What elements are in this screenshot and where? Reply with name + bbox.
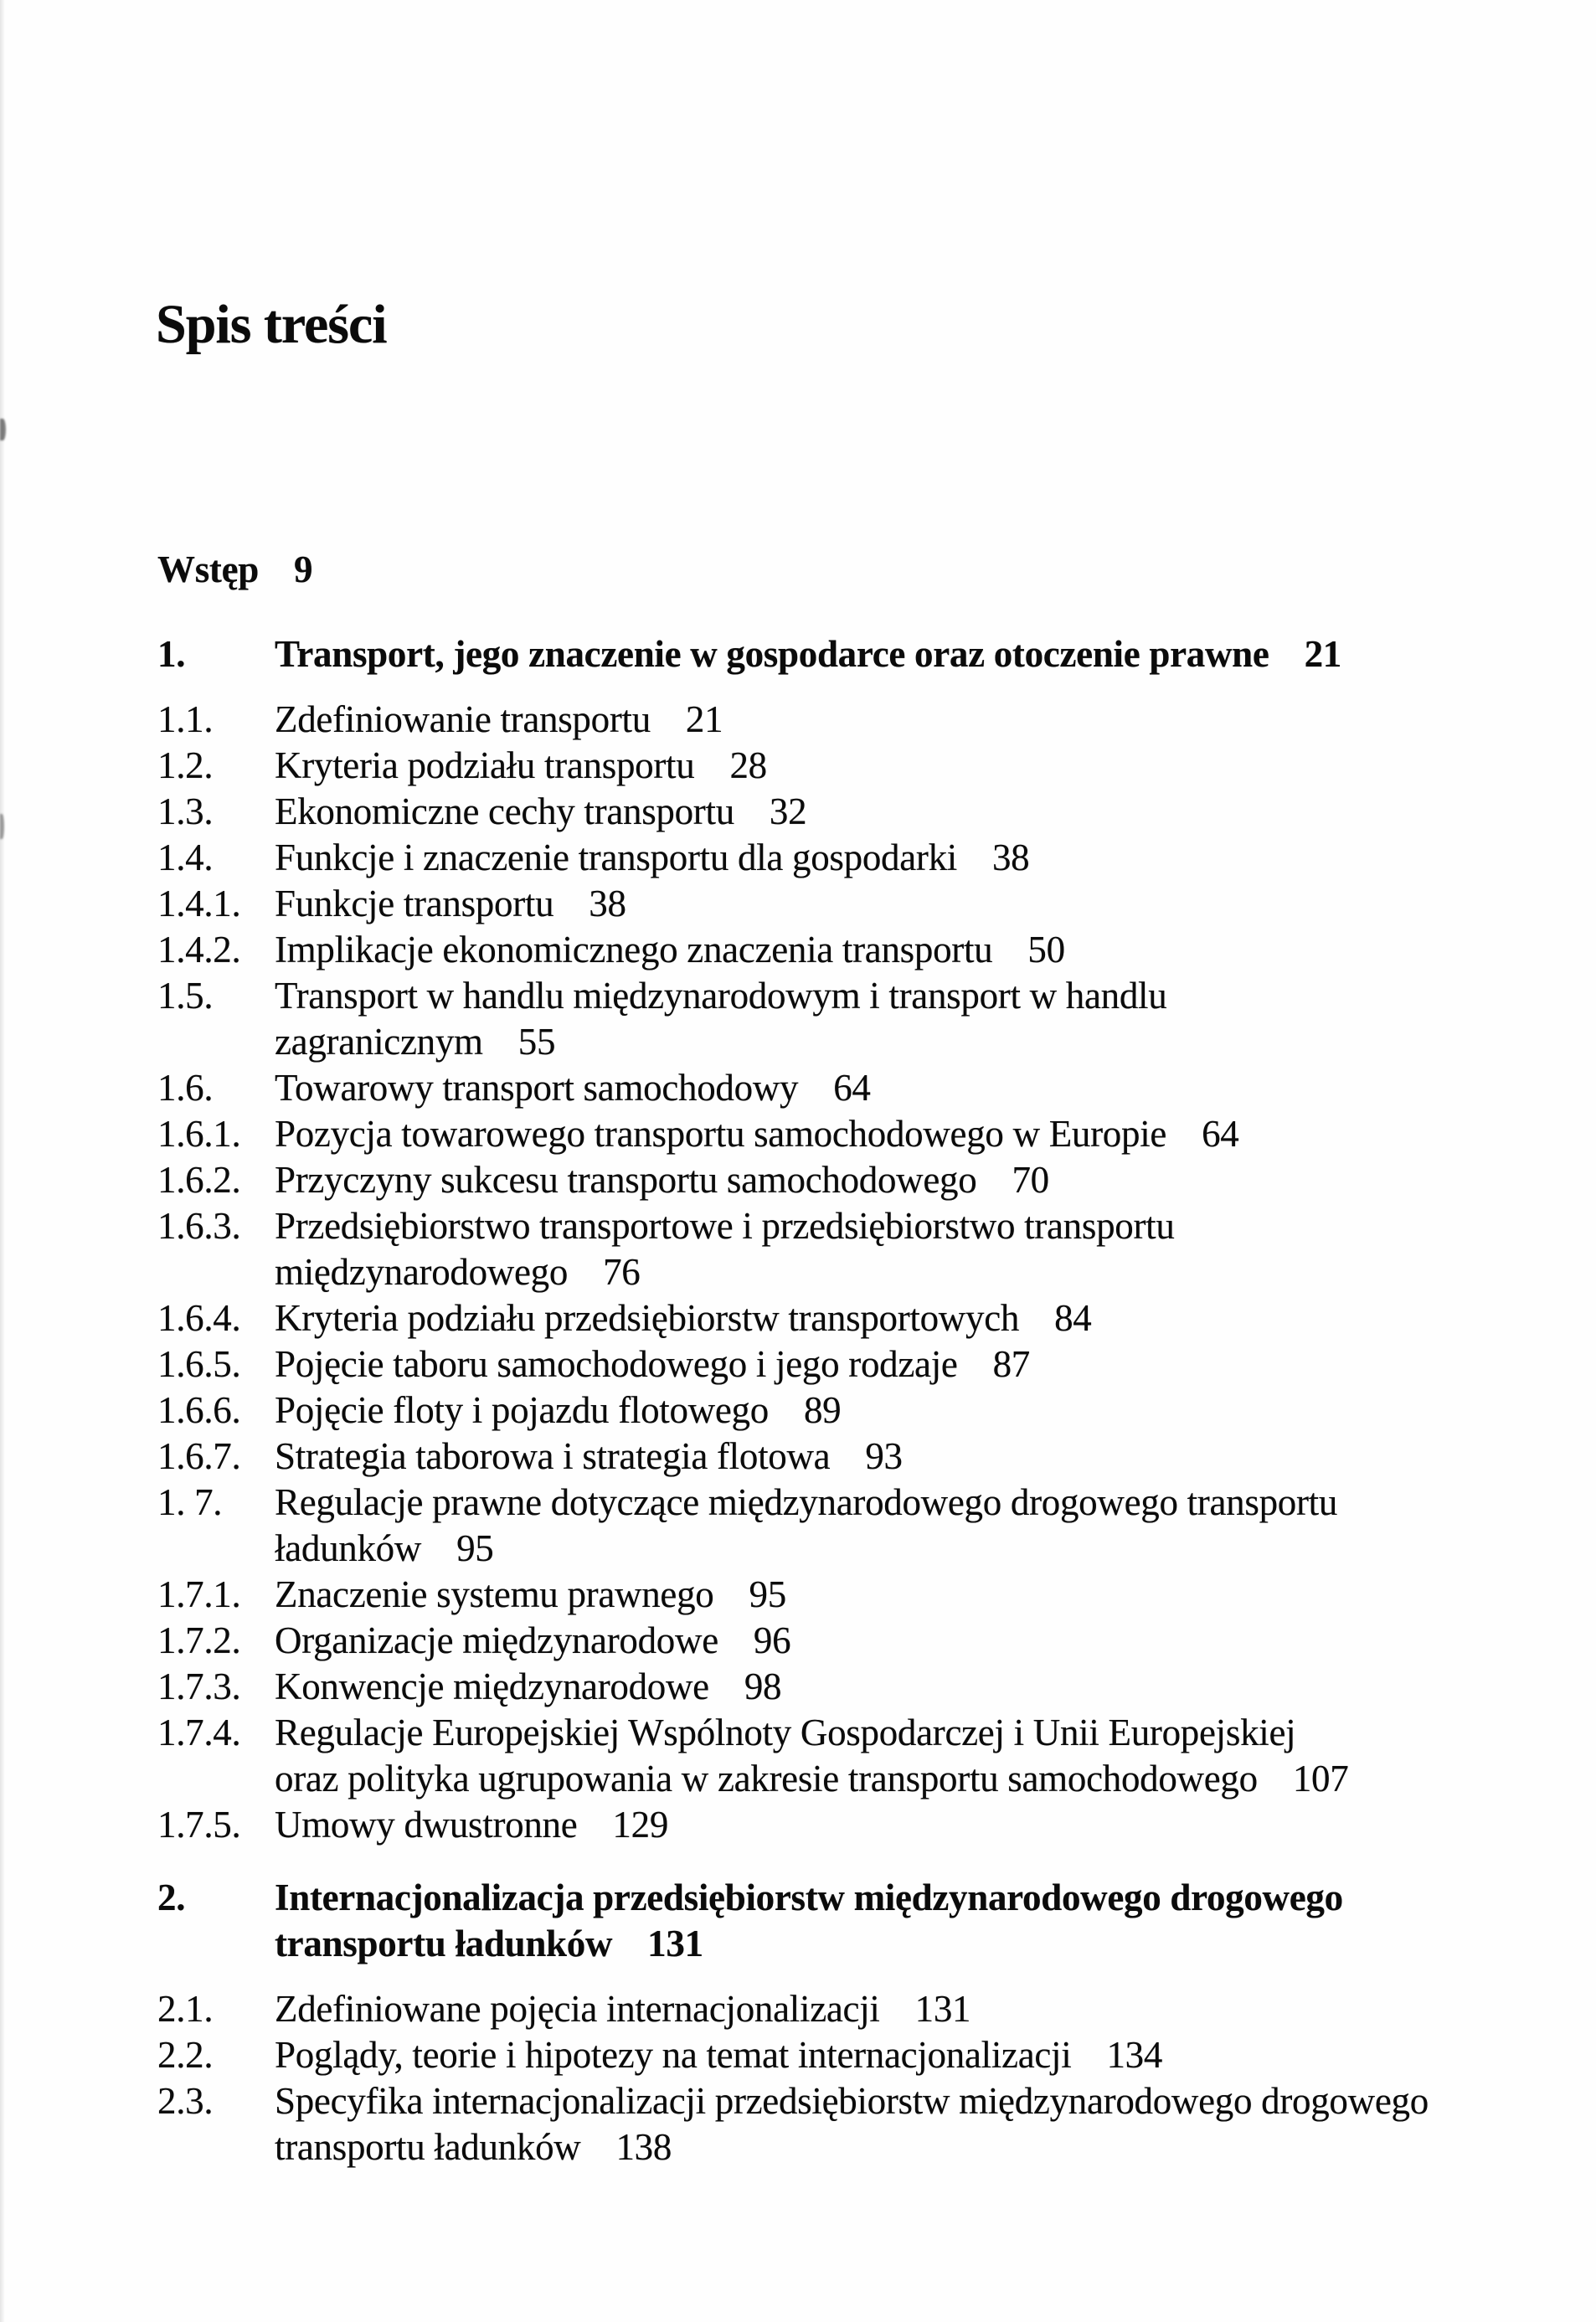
toc-entry-text: Specyfika internacjonalizacji przedsiębiorstw międzynarodowego drogowego	[275, 2080, 1429, 2122]
toc-entry-text: transportu ładunków	[275, 1923, 613, 1964]
toc-entry-text: Transport w handlu międzynarodowym i transport w handlu	[275, 975, 1167, 1017]
toc-entry-text: międzynarodowego	[275, 1251, 569, 1293]
toc-entry-page: 38	[589, 883, 626, 924]
toc-row-item	[157, 789, 1596, 835]
toc-row-item	[157, 835, 1596, 881]
toc-row-chapter	[157, 1921, 1596, 1967]
toc-entry-page: 129	[612, 1804, 669, 1846]
toc-entry-number: 1.6.7.	[157, 1435, 241, 1477]
toc-entry-page: 21	[685, 698, 723, 740]
toc-entry-number: 1.6.4.	[157, 1297, 241, 1339]
toc-entry-text: Kryteria podziału transportu	[275, 744, 695, 786]
toc-entry-page: 70	[1012, 1159, 1049, 1201]
toc-row-item	[157, 1111, 1596, 1157]
toc-row-item	[157, 697, 1596, 743]
toc-entry-page: 9	[294, 548, 313, 590]
toc-entry-page: 93	[865, 1435, 903, 1477]
toc-row-item	[157, 743, 1596, 789]
toc-row-item	[157, 881, 1596, 927]
toc-entry-page: 84	[1054, 1297, 1092, 1339]
toc-entry-text: Regulacje prawne dotyczące międzynarodowego drogowego transportu	[275, 1481, 1338, 1523]
toc-entry-page: 95	[456, 1527, 494, 1569]
toc-entry-text: Organizacje międzynarodowe	[275, 1619, 718, 1661]
toc-entry-page: 95	[749, 1573, 786, 1615]
toc-entry-page: 21	[1304, 633, 1341, 675]
toc-entry-number: 1.7.1.	[157, 1573, 241, 1615]
toc-entry-number: 1.4.1.	[157, 883, 241, 924]
toc-entry-page: 134	[1106, 2034, 1163, 2076]
toc-entry-number: 2.3.	[157, 2080, 214, 2122]
toc-entry-text: Zdefiniowane pojęcia internacjonalizacji	[275, 1988, 880, 2030]
toc-entry-text: Przyczyny sukcesu transportu samochodowego	[275, 1159, 977, 1201]
toc-entry-number: 1.6.1.	[157, 1113, 241, 1155]
toc-entry-text: Znaczenie systemu prawnego	[275, 1573, 714, 1615]
toc-entry-text: Przedsiębiorstwo transportowe i przedsiębiorstwo transportu	[275, 1205, 1175, 1247]
toc-row-chapter	[157, 1875, 1596, 1921]
toc-entry-number: 1.7.3.	[157, 1666, 241, 1707]
toc-entry-number: 1.6.6.	[157, 1389, 241, 1431]
toc-row-item	[157, 1756, 1596, 1802]
toc-entry-page: 138	[615, 2126, 672, 2168]
toc-entry-text: Pojęcie floty i pojazdu flotowego	[275, 1389, 769, 1431]
toc-entry-page: 98	[744, 1666, 782, 1707]
toc-row-item	[157, 1388, 1596, 1434]
toc-entry-text: Kryteria podziału przedsiębiorstw transportowych	[275, 1297, 1020, 1339]
toc-entry-text: Poglądy, teorie i hipotezy na temat internacjonalizacji	[275, 2034, 1072, 2076]
toc-row-item	[157, 2078, 1596, 2124]
toc-entry-text: Zdefiniowanie transportu	[275, 698, 651, 740]
toc-row-item	[157, 1157, 1596, 1203]
toc-entry-text: Umowy dwustronne	[275, 1804, 578, 1846]
toc-entry-number: 1.	[157, 633, 186, 675]
toc-entry-text: Strategia taborowa i strategia flotowa	[275, 1435, 831, 1477]
toc-entry-page: 89	[803, 1389, 842, 1431]
toc-entry-number: 1.4.2.	[157, 929, 241, 971]
toc-row-item	[157, 1203, 1596, 1249]
toc-entry-page: 28	[729, 744, 767, 786]
page-title: Spis treści	[156, 294, 387, 356]
toc-entry-number: 1.1.	[157, 698, 214, 740]
toc-entry-page: 131	[647, 1923, 703, 1964]
toc-entry-page: 55	[517, 1021, 556, 1063]
toc-row-item	[157, 2124, 1596, 2170]
toc-entry-number: 1.4.	[157, 837, 214, 878]
toc-row-item	[157, 1295, 1596, 1341]
toc-entry-text: Funkcje i znaczenie transportu dla gospodarki	[275, 837, 957, 878]
toc-entry-number: 1.7.4.	[157, 1712, 241, 1753]
toc-row-item	[157, 1434, 1596, 1480]
toc-entry-text: Internacjonalizacja przedsiębiorstw międzynarodowego drogowego	[275, 1877, 1343, 1918]
toc-entry-page: 76	[603, 1251, 641, 1293]
toc-entry-text: Pozycja towarowego transportu samochodowego w Europie	[275, 1113, 1167, 1155]
toc-entry-number: 1.7.2.	[157, 1619, 241, 1661]
toc-entry-text: ładunków	[275, 1527, 422, 1569]
toc-row-item	[157, 1802, 1596, 1848]
toc-list	[0, 547, 1596, 2170]
toc-entry-page: 32	[769, 790, 807, 832]
toc-row-item	[157, 927, 1596, 973]
toc-row-item	[157, 1572, 1596, 1618]
toc-entry-text: Ekonomiczne cechy transportu	[275, 790, 734, 832]
toc-entry-page: 96	[753, 1619, 791, 1661]
toc-entry-number: 1.5.	[157, 975, 214, 1017]
toc-row-item	[157, 2032, 1596, 2078]
toc-entry-page: 64	[1202, 1113, 1239, 1155]
toc-row-item	[157, 973, 1596, 1019]
toc-entry-page: 107	[1292, 1758, 1349, 1799]
toc-entry-text: Towarowy transport samochodowy	[275, 1067, 799, 1109]
toc-entry-number: 1.6.2.	[157, 1159, 241, 1201]
toc-entry-text: Implikacje ekonomicznego znaczenia transportu	[275, 929, 993, 971]
toc-row-item	[157, 1249, 1596, 1295]
toc-entry-text: transportu ładunków	[275, 2126, 581, 2168]
toc-entry-text: Funkcje transportu	[275, 883, 554, 924]
toc-entry-number: 2.	[157, 1877, 186, 1918]
toc-row-item	[157, 1710, 1596, 1756]
toc-entry-number: 1.3.	[157, 790, 214, 832]
toc-row-chapter	[157, 631, 1596, 677]
toc-row-item	[157, 1065, 1596, 1111]
toc-row-item	[157, 1664, 1596, 1710]
toc-entry-page: 50	[1027, 929, 1065, 971]
toc-row-item	[157, 1019, 1596, 1065]
toc-entry-number: 1.6.	[157, 1067, 214, 1109]
toc-entry-page: 64	[833, 1067, 871, 1109]
toc-entry-text: Wstęp	[157, 548, 259, 590]
toc-entry-number: 1.6.5.	[157, 1343, 241, 1385]
toc-entry-page: 131	[914, 1988, 971, 2030]
toc-row-item	[157, 1986, 1596, 2032]
toc-entry-text: zagranicznym	[275, 1021, 483, 1063]
toc-row-preface	[157, 547, 1596, 593]
toc-row-item	[157, 1526, 1596, 1572]
toc-entry-number: 1.6.3.	[157, 1205, 241, 1247]
toc-row-item	[157, 1480, 1596, 1526]
toc-entry-number: 2.2.	[157, 2034, 214, 2076]
toc-entry-text: Pojęcie taboru samochodowego i jego rodzaje	[275, 1343, 958, 1385]
toc-entry-text: Regulacje Europejskiej Wspólnoty Gospodarczej i Unii Europejskiej	[275, 1712, 1296, 1753]
toc-row-item	[157, 1618, 1596, 1664]
toc-entry-number: 2.1.	[157, 1988, 214, 2030]
scan-artifact	[0, 419, 6, 440]
toc-entry-text: Transport, jego znaczenie w gospodarce oraz otoczenie prawne	[275, 633, 1269, 675]
toc-entry-number: 1. 7.	[157, 1481, 223, 1523]
toc-entry-page: 87	[992, 1343, 1030, 1385]
toc-entry-page: 38	[991, 837, 1030, 878]
toc-entry-number: 1.2.	[157, 744, 214, 786]
toc-row-item	[157, 1341, 1596, 1388]
toc-entry-text: oraz polityka ugrupowania w zakresie transportu samochodowego	[275, 1758, 1258, 1799]
toc-entry-text: Konwencje międzynarodowe	[275, 1666, 709, 1707]
toc-entry-number: 1.7.5.	[157, 1804, 241, 1846]
